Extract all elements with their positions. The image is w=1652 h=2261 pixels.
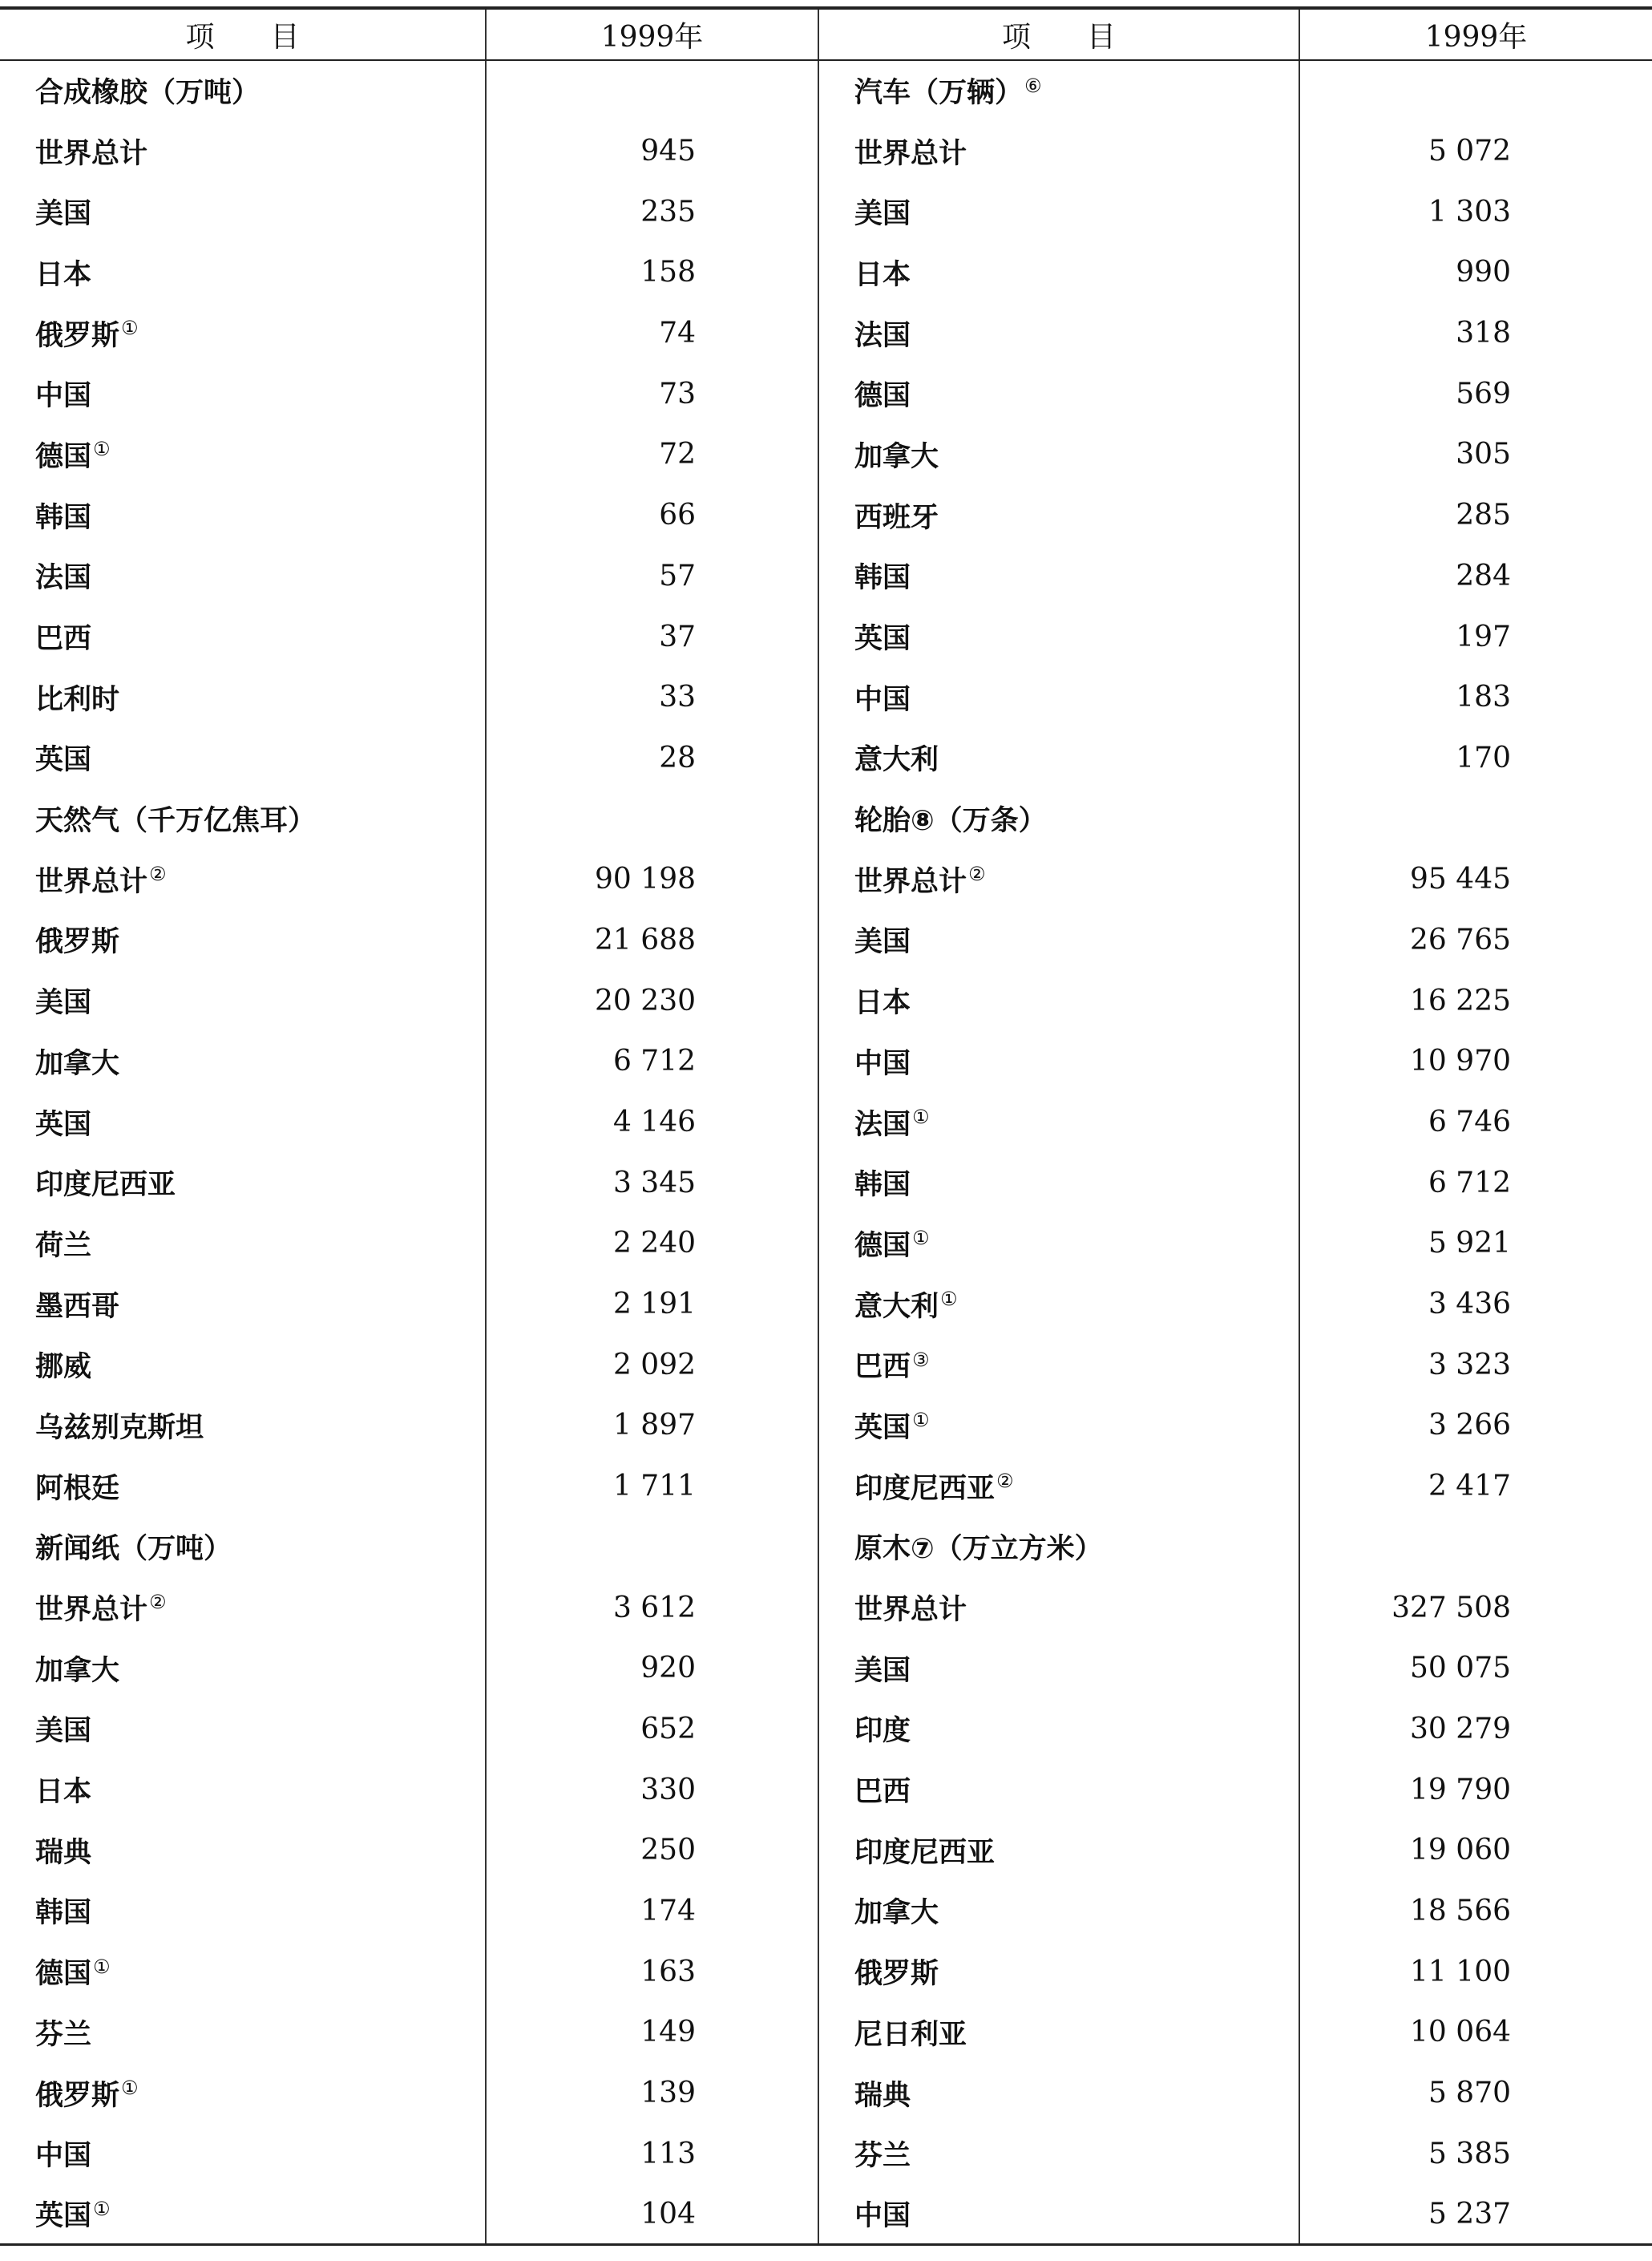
item-label: 挪威	[35, 1351, 92, 1384]
table-row	[0, 121, 1652, 182]
value-right	[1299, 788, 1652, 849]
item-label: 世界总计	[854, 137, 967, 170]
item-label: 世界总计	[854, 1594, 967, 1627]
item-label: 法国	[854, 319, 911, 352]
value-left	[486, 788, 818, 849]
table-row	[0, 606, 1652, 667]
footnote-mark: ①	[93, 1955, 111, 1978]
item-label: 新闻纸（万吨）	[35, 1533, 232, 1566]
value-left: 3 345	[486, 1152, 818, 1213]
value-left: 945	[486, 121, 818, 182]
item-name-right	[818, 303, 1299, 364]
item-name-left	[0, 1334, 486, 1395]
item-label: 日本	[35, 258, 92, 291]
item-label: 韩国	[854, 562, 911, 595]
value-left: 158	[486, 242, 818, 303]
item-label: 俄罗斯	[854, 1958, 939, 1991]
table-row	[0, 1638, 1652, 1699]
item-label: 意大利	[854, 744, 939, 777]
item-name-right	[818, 1759, 1299, 1820]
statistics-table	[0, 6, 1652, 2246]
value-left: 2 191	[486, 1274, 818, 1335]
value-left: 652	[486, 1699, 818, 1760]
table-row	[0, 788, 1652, 849]
item-name-left	[0, 1941, 486, 2002]
table-row	[0, 1941, 1652, 2002]
value-left: 163	[486, 1941, 818, 2002]
item-name-left	[0, 363, 486, 424]
item-label: 韩国	[35, 501, 92, 534]
value-right: 183	[1456, 681, 1511, 714]
item-label: 西班牙	[854, 501, 939, 534]
item-name-right	[818, 728, 1299, 789]
item-name-right	[818, 1638, 1299, 1699]
item-label: 芬兰	[35, 2018, 92, 2051]
value-right: 5 921	[1428, 1227, 1511, 1260]
item-name-right	[818, 2002, 1299, 2063]
table-row	[0, 970, 1652, 1031]
table-row	[0, 546, 1652, 607]
item-label: 英国	[35, 2200, 92, 2233]
value-left: 174	[486, 1881, 818, 1942]
value-left: 1 711	[486, 1456, 818, 1517]
item-name-right	[818, 1941, 1299, 2002]
item-label: 阿根廷	[35, 1472, 120, 1505]
item-label: 巴西	[35, 623, 92, 656]
item-label: 世界总计	[35, 865, 148, 898]
table-row	[0, 1820, 1652, 1881]
item-name-left	[0, 1395, 486, 1456]
item-label: 美国	[35, 987, 92, 1020]
item-label: 乌兹别克斯坦	[35, 1411, 204, 1444]
item-name-right	[818, 485, 1299, 546]
table-row	[0, 60, 1652, 121]
table-row	[0, 849, 1652, 910]
value-left: 21 688	[486, 910, 818, 971]
item-label: 法国	[854, 1108, 911, 1141]
item-name-left	[0, 60, 486, 121]
table-row	[0, 1092, 1652, 1153]
item-label: 巴西	[854, 1351, 911, 1384]
table-row	[0, 1759, 1652, 1820]
value-right: 95 445	[1410, 863, 1511, 896]
table-row	[0, 910, 1652, 971]
table-row	[0, 1881, 1652, 1942]
item-name-left	[0, 1638, 486, 1699]
item-name-left	[0, 1274, 486, 1335]
item-label: 世界总计	[854, 865, 967, 898]
value-left: 330	[486, 1759, 818, 1820]
item-label: 日本	[854, 987, 911, 1020]
footnote-mark: ②	[149, 863, 167, 886]
item-label: 荷兰	[35, 1229, 92, 1262]
item-name-left	[0, 546, 486, 607]
item-name-left	[0, 242, 486, 303]
value-right: 990	[1456, 256, 1511, 289]
item-label: 美国	[854, 198, 911, 231]
value-left: 250	[486, 1820, 818, 1881]
value-right: 284	[1456, 559, 1511, 593]
footnote-mark: ⑥	[1024, 74, 1042, 97]
footnote-mark: ①	[940, 1287, 958, 1310]
value-left	[486, 1517, 818, 1578]
table-row	[0, 2002, 1652, 2063]
item-label: 英国	[854, 623, 911, 656]
item-label: 加拿大	[35, 1654, 120, 1687]
item-name-right	[818, 1334, 1299, 1395]
footnote-mark: ①	[121, 316, 139, 339]
footnote-mark: ①	[912, 1409, 930, 1432]
value-right: 170	[1456, 741, 1511, 775]
footnote-mark: ②	[996, 1470, 1014, 1492]
value-right: 3 323	[1428, 1348, 1511, 1381]
value-left: 104	[486, 2184, 818, 2245]
item-label: 巴西	[854, 1776, 911, 1809]
item-label: 原木⑦（万立方米）	[854, 1533, 1103, 1566]
item-name-left	[0, 181, 486, 242]
item-name-left	[0, 1759, 486, 1820]
value-left: 235	[486, 181, 818, 242]
table-row	[0, 1699, 1652, 1760]
item-label: 世界总计	[35, 137, 148, 170]
value-left: 113	[486, 2123, 818, 2184]
item-name-right	[818, 2123, 1299, 2184]
item-label: 加拿大	[854, 1897, 939, 1930]
table-row	[0, 1152, 1652, 1213]
value-right: 1 303	[1428, 195, 1511, 229]
item-label: 天然气（千万亿焦耳）	[35, 805, 317, 838]
value-right: 26 765	[1410, 923, 1511, 957]
item-name-right	[818, 1881, 1299, 1942]
item-name-right	[818, 849, 1299, 910]
item-name-right	[818, 1274, 1299, 1335]
item-name-right	[818, 1456, 1299, 1517]
item-label: 德国	[854, 380, 911, 413]
item-name-right	[818, 2063, 1299, 2124]
item-name-right	[818, 1213, 1299, 1274]
value-left: 149	[486, 2002, 818, 2063]
table-row	[0, 1517, 1652, 1578]
item-label: 比利时	[35, 683, 120, 716]
item-label: 印度尼西亚	[854, 1836, 996, 1869]
item-name-right	[818, 1092, 1299, 1153]
item-name-right	[818, 1152, 1299, 1213]
footnote-mark: ②	[968, 863, 986, 886]
item-name-left	[0, 424, 486, 485]
item-label: 世界总计	[35, 1594, 148, 1627]
value-left: 2 240	[486, 1213, 818, 1274]
item-label: 英国	[35, 744, 92, 777]
value-right: 318	[1456, 317, 1511, 350]
table-row	[0, 303, 1652, 364]
item-name-left	[0, 1699, 486, 1760]
item-label: 加拿大	[35, 1047, 120, 1080]
header-row	[0, 8, 1652, 60]
value-right: 2 417	[1428, 1470, 1511, 1503]
footnote-mark: ②	[149, 1591, 167, 1614]
value-right: 5 870	[1428, 2077, 1511, 2110]
item-name-right	[818, 1820, 1299, 1881]
item-label: 中国	[35, 380, 92, 413]
footnote-mark: ①	[912, 1105, 930, 1128]
table-row	[0, 2184, 1652, 2245]
table-row	[0, 424, 1652, 485]
item-label: 俄罗斯	[35, 2079, 120, 2112]
item-label: 日本	[35, 1776, 92, 1809]
item-name-right	[818, 970, 1299, 1031]
item-name-left	[0, 2002, 486, 2063]
value-left: 3 612	[486, 1577, 818, 1638]
item-name-right	[818, 546, 1299, 607]
value-left: 1 897	[486, 1395, 818, 1456]
value-right: 18 566	[1410, 1894, 1511, 1927]
item-label: 加拿大	[854, 440, 939, 473]
table-row	[0, 242, 1652, 303]
item-label: 俄罗斯	[35, 926, 120, 959]
item-label: 俄罗斯	[35, 319, 120, 352]
item-name-left	[0, 2063, 486, 2124]
item-name-right	[818, 121, 1299, 182]
value-left: 28	[486, 728, 818, 789]
item-name-left	[0, 303, 486, 364]
footnote-mark: ①	[93, 2197, 111, 2220]
item-name-left	[0, 1881, 486, 1942]
value-right: 10 970	[1410, 1045, 1511, 1078]
value-left: 57	[486, 546, 818, 607]
value-left: 33	[486, 667, 818, 728]
item-name-right	[818, 181, 1299, 242]
item-label: 中国	[854, 1047, 911, 1080]
item-name-right	[818, 1699, 1299, 1760]
value-left: 90 198	[486, 849, 818, 910]
item-label: 德国	[854, 1229, 911, 1262]
value-right: 30 279	[1410, 1712, 1511, 1745]
item-name-left	[0, 485, 486, 546]
item-name-right	[818, 910, 1299, 971]
item-name-right	[818, 2184, 1299, 2245]
item-label: 印度	[854, 1715, 911, 1748]
item-name-left	[0, 121, 486, 182]
value-right: 327 508	[1391, 1591, 1511, 1624]
value-left: 20 230	[486, 970, 818, 1031]
item-name-left	[0, 1031, 486, 1092]
table-row	[0, 1577, 1652, 1638]
value-left: 66	[486, 485, 818, 546]
item-name-right	[818, 424, 1299, 485]
item-label: 印度尼西亚	[35, 1169, 176, 1202]
item-label: 中国	[35, 2140, 92, 2173]
header-year-left: 1999年	[486, 8, 818, 60]
item-name-left	[0, 2184, 486, 2245]
value-left: 72	[486, 424, 818, 485]
item-label: 瑞典	[854, 2079, 911, 2112]
item-label: 芬兰	[854, 2140, 911, 2173]
table-row	[0, 667, 1652, 728]
item-label: 美国	[854, 926, 911, 959]
value-right: 16 225	[1410, 984, 1511, 1017]
item-name-right	[818, 1517, 1299, 1578]
value-right: 569	[1456, 377, 1511, 411]
item-name-right	[818, 1577, 1299, 1638]
item-name-right	[818, 242, 1299, 303]
item-label: 轮胎⑧（万条）	[854, 805, 1047, 838]
value-left: 73	[486, 363, 818, 424]
item-label: 德国	[35, 440, 92, 473]
table-row	[0, 1395, 1652, 1456]
footnote-mark: ①	[121, 2076, 139, 2099]
item-name-right	[818, 667, 1299, 728]
value-right: 10 064	[1410, 2016, 1511, 2049]
value-right: 3 266	[1428, 1409, 1511, 1442]
table-row	[0, 1456, 1652, 1517]
value-right: 285	[1456, 499, 1511, 532]
value-right: 6 712	[1428, 1166, 1511, 1199]
item-label: 墨西哥	[35, 1290, 120, 1323]
value-left: 920	[486, 1638, 818, 1699]
value-right: 5 385	[1428, 2137, 1511, 2170]
table-row	[0, 2063, 1652, 2124]
item-name-right	[818, 1395, 1299, 1456]
item-label: 日本	[854, 258, 911, 291]
value-right	[1299, 1517, 1652, 1578]
item-label: 英国	[854, 1411, 911, 1444]
item-name-left	[0, 1092, 486, 1153]
item-label: 意大利	[854, 1290, 939, 1323]
item-label: 美国	[35, 1715, 92, 1748]
item-label: 尼日利亚	[854, 2018, 967, 2051]
item-name-left	[0, 970, 486, 1031]
item-label: 瑞典	[35, 1836, 92, 1869]
header-item-left: 项目	[0, 8, 486, 60]
value-right: 19 790	[1410, 1773, 1511, 1806]
item-name-right	[818, 788, 1299, 849]
item-label: 英国	[35, 1108, 92, 1141]
table-header	[0, 8, 1652, 60]
item-name-left	[0, 788, 486, 849]
value-left: 37	[486, 606, 818, 667]
item-label: 中国	[854, 2200, 911, 2233]
value-left: 6 712	[486, 1031, 818, 1092]
value-right: 305	[1456, 438, 1511, 471]
item-name-left	[0, 1213, 486, 1274]
table-row	[0, 1031, 1652, 1092]
item-name-right	[818, 606, 1299, 667]
footnote-mark: ③	[912, 1348, 930, 1371]
item-name-right	[818, 363, 1299, 424]
item-name-left	[0, 606, 486, 667]
value-left: 2 092	[486, 1334, 818, 1395]
value-right: 50 075	[1410, 1652, 1511, 1685]
value-left	[486, 60, 818, 121]
footnote-mark: ①	[93, 438, 111, 461]
table-row	[0, 181, 1652, 242]
table-body	[0, 60, 1652, 2245]
item-label: 中国	[854, 683, 911, 716]
item-name-left	[0, 1456, 486, 1517]
item-label: 合成橡胶（万吨）	[35, 77, 261, 110]
value-right: 5 072	[1428, 135, 1511, 168]
item-name-left	[0, 849, 486, 910]
item-name-left	[0, 2123, 486, 2184]
value-left: 4 146	[486, 1092, 818, 1153]
value-right: 5 237	[1299, 2184, 1652, 2245]
item-label: 美国	[854, 1654, 911, 1687]
item-label: 韩国	[35, 1897, 92, 1930]
table-row	[0, 1274, 1652, 1335]
item-name-left	[0, 1517, 486, 1578]
item-label: 印度尼西亚	[854, 1472, 996, 1505]
item-name-right	[818, 60, 1299, 121]
header-item-right: 项目	[818, 8, 1299, 60]
item-label: 法国	[35, 562, 92, 595]
item-name-left	[0, 1820, 486, 1881]
item-name-left	[0, 667, 486, 728]
value-right: 19 060	[1410, 1834, 1511, 1867]
value-left: 139	[486, 2063, 818, 2124]
value-right: 197	[1456, 620, 1511, 653]
item-name-left	[0, 910, 486, 971]
table-row	[0, 1334, 1652, 1395]
item-label: 韩国	[854, 1169, 911, 1202]
value-right: 6 746	[1428, 1106, 1511, 1139]
item-label: 汽车（万辆）	[854, 77, 1024, 110]
value-right: 11 100	[1410, 1955, 1511, 1988]
value-right	[1299, 60, 1652, 121]
table-row	[0, 2123, 1652, 2184]
table-row	[0, 728, 1652, 789]
item-name-right	[818, 1031, 1299, 1092]
item-name-left	[0, 1152, 486, 1213]
item-label: 德国	[35, 1958, 92, 1991]
table-row	[0, 485, 1652, 546]
footnote-mark: ①	[912, 1227, 930, 1250]
value-right: 3 436	[1428, 1288, 1511, 1321]
table-row	[0, 1213, 1652, 1274]
item-name-left	[0, 728, 486, 789]
item-name-left	[0, 1577, 486, 1638]
header-year-right: 1999年	[1299, 8, 1652, 60]
table-row	[0, 363, 1652, 424]
item-label: 美国	[35, 198, 92, 231]
value-left: 74	[486, 303, 818, 364]
